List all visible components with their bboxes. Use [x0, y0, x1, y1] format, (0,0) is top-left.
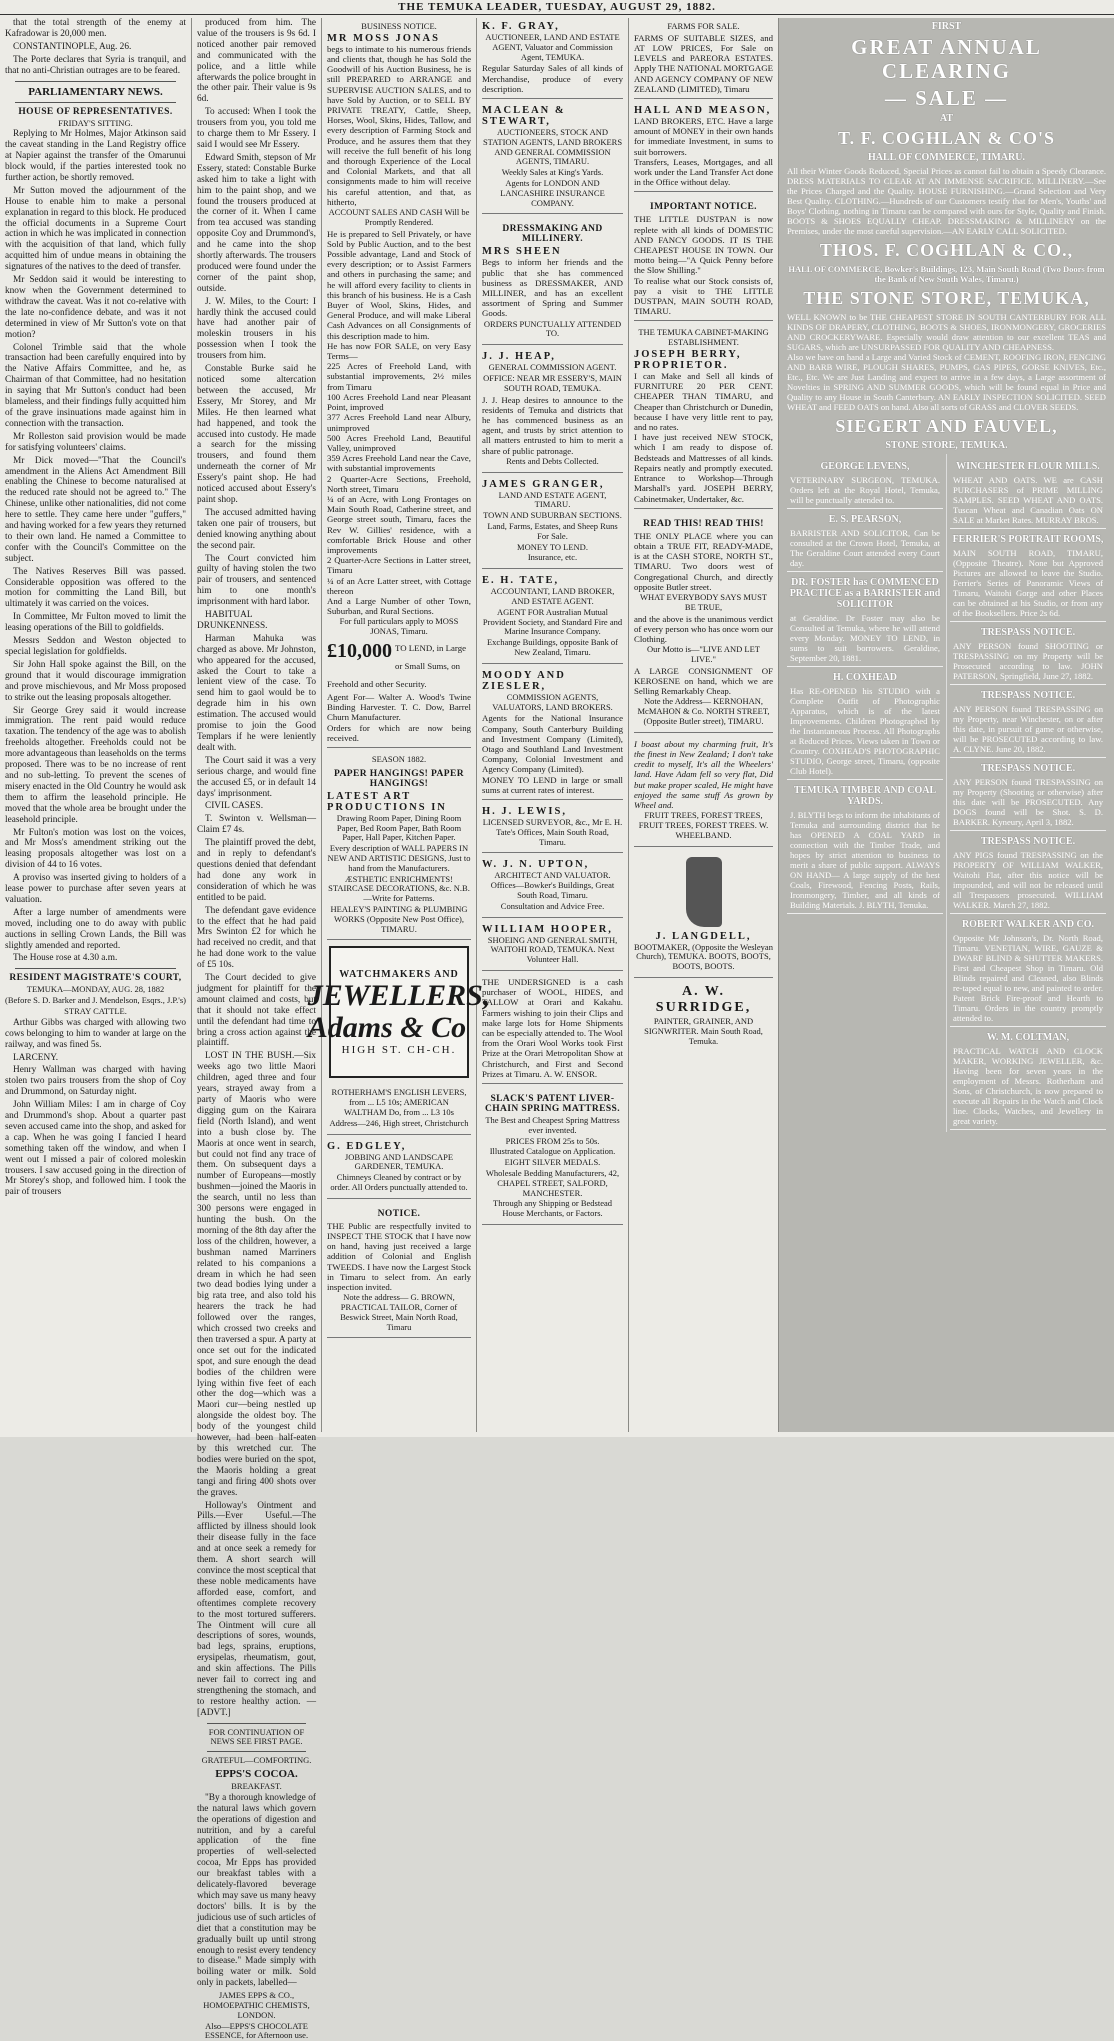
- divider: [15, 102, 176, 103]
- small-ad: [950, 529, 1106, 622]
- ad-ensor: [482, 974, 623, 1084]
- jonas-agent: Agent For— Walter A. Wood's Twine Binding Harvester. T. C. Dow, Barrel Churn Manufacturer.: [327, 691, 471, 723]
- tate-text: ACCOUNTANT, LAND BROKER, AND ESTATE AGENT.: [490, 586, 615, 606]
- small-ad-text: J. BLYTH begs to inform the inhabitants of Temuka and surrounding district that he has OPENED A COAL YARD in connection with the Timber Trade, and hopes by strict attention to business to merit a share of public support. ALWAYS ON HAND— A large supply of the best Coals, Firewood, Fencing Posts, Rails, Ironmongery, Timber, and all kinds of Building Materials. J. BLYTH, Temuka.: [790, 810, 940, 910]
- jonas-orders: Orders for which are now being received.: [327, 722, 471, 743]
- small-ad-title: TRESPASS NOTICE.: [980, 690, 1076, 701]
- news-paragraph: LOST IN THE BUSH.—Six weeks ago two little Maori children, aged three and four years, strayed away from a party of Maoris who were digging gum on the Kairara field (North Island), and went into a bush close by. The Maoris at once went in search, but could not find any trace of them. On subsequent days a number of Europeans—mostly bushmen—joined the Maoris in the search, until no less than 300 persons were engaged in hunting the bush. On the morning of the 8th day after the loss of the children, however, a bushman named Marriners related to his companions a dream in which he had seen two dead bodies lying under a big rata tree, and also told his hearers the track he had followed over the ranges, which crossed two creeks and then traversed a spur. A party at once set out for the indicated spot, and sure enough the dead bodies of the children were lying within five feet of each other the dog—which was a Maori cur—being nestled up alongside the oldest boy. The body of the youngest child however, had been half-eaten by this wretched cur. The bodies were buried on the spot, the Maoris holding a great tangi and firing 400 shots over the graves.: [197, 1051, 316, 1498]
- edgley-name: G. EDGLEY,: [327, 1140, 407, 1152]
- column-news-2: [192, 18, 322, 2041]
- sheen-text: Begs to inform her friends and the public that she has commenced business as DRESSMAKER, AND MILLINER, and has an excellent assortment of Spring and Summer Goods.: [482, 257, 623, 319]
- news-paragraph: Colonel Trimble said that the whole transaction had been carefully enquired into by the Native Affairs Committee, and he, as Chairman of that Committee, had no hesitation in saying that Mr Sutton's conduct had been blameless, and their findings fully acquitted him of the grave insinuations made against him in connection with the transaction.: [5, 342, 186, 429]
- heading-sitting: FRIDAY'S SITTING.: [58, 117, 133, 128]
- paper-every: Every description of WALL PAPERS IN NEW AND ARTISTIC DESIGNS, Just to hand from the Manufacturers.: [327, 843, 471, 873]
- continuation-note: FOR CONTINUATION OF NEWS SEE FIRST PAGE.: [208, 1726, 305, 1747]
- maclean-name: MACLEAN & STEWART,: [482, 105, 566, 127]
- news-paragraph: After a large number of amendments were moved, including one to do away with public auctions in selling Crown Lands, the Bill was slightly amended and reported.: [5, 907, 186, 951]
- news-paragraph: Mr Fulton's motion was lost on the voices, and Mr Moss's amendment striking out the leasing proposals altogether was lost on a division of 44 to 16 votes.: [5, 827, 186, 871]
- hooper-name: WILLIAM HOOPER,: [482, 923, 613, 935]
- small-ad: [950, 622, 1106, 685]
- gray-sales: Regular Saturday Sales of all kinds of Merchandise, produce of every description.: [482, 63, 623, 94]
- logo-address: HIGH ST. CH-CH.: [341, 1043, 457, 1056]
- stone-text: WELL KNOWN to be THE CHEAPEST STORE IN SOUTH CANTERBURY FOR ALL KINDS OF DRAPERY, CLOTHING, BOOTS & SHOES, IRONMONGERY, GROCERIES AND CROCKERYWARE. Especially would draw attention to our excellent TEAS and SUGARS, which are UNSURPASSED FOR QUALITY AND CHEAPNESS.: [787, 312, 1106, 352]
- masthead: THE TEMUKA LEADER, TUESDAY, AUGUST 29, 1882.: [0, 0, 1114, 15]
- small-ad-text: Opposite Mr Johnson's, Dr. North Road, Timaru. VENETIAN, WIRE, GAUZE & DWARF BLIND & SHUTTER MAKERS. First and Cheapest Shop in Timaru. Old Blinds repaired and Cleaned, also Blinds re-taped equal to new, and painted to order. Patent Brick Fire-proof and Hearth to Timaru. Orders in the country promptly attended to.: [953, 933, 1103, 1023]
- read-head: READ THIS! READ THIS!: [643, 518, 764, 529]
- ad-berry: [634, 324, 773, 508]
- small-ad-text: PRACTICAL WATCH AND CLOCK MAKER, WORKING JEWELLER, &c. Having been for seven years in the employment of Messrs. Rotherham and Sons, of Christchurch, is now prepared to execute all Repairs in the Watch and Clock line. Clocks, Watches, and Jewellery in great variety.: [953, 1046, 1103, 1126]
- langdell-trade: BOOTMAKER, (Opposite the Wesleyan Church), TEMUKA. BOOTS, BOOTS, BOOTS, BOOTS.: [634, 941, 773, 972]
- tate-name: E. H. TATE,: [482, 575, 560, 587]
- everybody-head: WHAT EVERYBODY SAYS MUST BE TRUE,: [640, 591, 767, 612]
- cabinet-head: THE TEMUKA CABINET-MAKING ESTABLISHMENT.: [638, 327, 769, 348]
- granger-text: LAND AND ESTATE AGENT, TIMARU.: [498, 489, 607, 510]
- logo-adams: JEWELLERS, Adams & Co: [307, 978, 491, 1044]
- business-notice-head: BUSINESS NOTICE.: [361, 21, 437, 31]
- land-lot: 225 Acres of Freehold Land, with substantial improvements, 2½ miles from Timaru: [327, 361, 471, 392]
- granger-insurance: Insurance, etc.: [527, 552, 578, 563]
- sale-text: All their Winter Goods Reduced, Special Prices as cannot fail to obtain a Speedy Clearance. DRESS MATERIALS TO CLEAR AT AN IMMENSE SACRIFICE. MILLINERY.—See the Prices Charged and the Quality. HOUSE FURNISHING.—Grand Selection and Very Best Quality. CLOTHING.—Hundreds of our Customers testify that for Men's, Youths' and Boys' Clothing, nothing in Timaru can be compared with ours for Style, Quality and Finish. BOOTS & SHOES EQUALLY CHEAP. DRESSMAKING & MILLINERY on the Premises, under the most careful supervision.—AN EARLY CALL SOLICITED.: [787, 166, 1106, 236]
- hall-text: LAND BROKERS, ETC. Have a large amount of MONEY in their own hands for immediate Investment, in sums to suit borrowers.: [634, 116, 773, 157]
- jonas-text-2: He is prepared to Sell Privately, or have Sold by Public Auction, and to the best Possible advantage, Land and Stock of every description; or to Assist Farmers and others in purchasing the same; and he will afford every facility to clients in this branch of his business. He is a Cash Buyer of Wool, Skins, Hides, and General Produce, and will make Liberal Cash Advances on all Consignments of this description made to him.: [327, 228, 471, 341]
- slack-price: PRICES FROM 25s to 50s.: [505, 1135, 600, 1146]
- paper-hangings-head: PAPER HANGINGS! PAPER HANGINGS!: [334, 768, 464, 789]
- ad-maclean: [482, 102, 623, 214]
- news-paragraph: that the total strength of the enemy at Kafradowar is 20,000 men.: [5, 18, 186, 39]
- ad-sheen: [482, 217, 623, 345]
- only-place: THE ONLY PLACE where you can obtain a TRUE FIT, READY-MADE, is at the CASH STORE, NORTH ST., TIMARU. Two doors west of Congregational Church, and directly opposite Butler street.: [634, 530, 773, 592]
- small-ad-text: ANY PERSON found TRESPASSING on my Property, near Winchester, on or after this date, in pursuit of game or otherwise, will be PROSECUTED according to law. A. CLYNE. June 20, 1882.: [953, 704, 1103, 754]
- ad-hooper: [482, 921, 623, 971]
- heading-house: HOUSE OF REPRESENTATIVES.: [18, 106, 173, 117]
- ad-cash-store: [634, 512, 773, 733]
- latest-art: LATEST ART PRODUCTIONS IN: [327, 790, 447, 813]
- news-paragraph: The Natives Reserves Bill was passed. Considerable opposition was offered to the motion for committing the Land Bill, but ultimately it was carried on the voices.: [5, 566, 186, 610]
- motto: Our Motto is—"LIVE AND LET LIVE.": [646, 644, 760, 664]
- epps-text: "By a thorough knowledge of the natural laws which govern the operations of digestion and nutrition, and by a careful application of the fine properties of well-selected cocoa, Mr Epps has provided our breakfast tables with a delicately-flavored beverage which may save us many heavy doctors' bills. It is by the judicious use of such articles of diet that a constitution may be gradually built up until strong enough to resist every tendency to disease." Made simply with boiling water or milk. Sold only in packets, labelled—: [197, 1792, 316, 1989]
- small-ad-text: BARRISTER AND SOLICITOR, Can be consulted at the Crown Hotel, Temuka, at The Geraldine Court attended every Court day.: [790, 528, 940, 568]
- land-lot: ¼ of an Acre Latter street, with Cottage thereon: [327, 575, 471, 596]
- court-continued-paragraphs: [197, 18, 316, 1719]
- maclean-text: AUCTIONEERS, STOCK AND STATION AGENTS, LAND BROKERS AND GENERAL COMMISSION AGENTS, TIMARU.: [482, 127, 623, 167]
- jonas-account-sales: ACCOUNT SALES AND CASH Will be Promptly Rendered.: [328, 207, 470, 227]
- ad-upton: [482, 856, 623, 917]
- jonas-lots: [327, 361, 471, 616]
- slack-address: Wholesale Bedding Manufacturers, 42, CHAPEL STREET, SALFORD, MANCHESTER.: [485, 1167, 620, 1198]
- first-label: FIRST: [931, 21, 962, 32]
- upton-name: W. J. N. UPTON,: [482, 859, 590, 871]
- hooper-text: SHOEING AND GENERAL SMITH, WAITOHI ROAD, TEMUKA. Next Volunteer Hall.: [487, 934, 618, 965]
- news-paragraph: The accused admitted having taken one pair of trousers, but denied knowing anything about the second pair.: [197, 507, 316, 551]
- land-lot: ¼ of an Acre, with Long Frontages on Main South Road, Catherine street, and George street south, Timaru, faces the Rev W. Gillies' residence, with a comfortable Brick House and other improvements: [327, 493, 471, 555]
- notice-head: NOTICE.: [377, 1208, 421, 1219]
- wheelband-poem: I boast about my charming fruit, It's the finest in New Zealand; I don't take credit to myself, It's all the Wheelers' land. Have Adam fell so very flat, Did but make proper scaled, He might have enjoyed the same stuff As grown by Wheel and.: [634, 738, 773, 810]
- parliament-paragraphs: [5, 129, 186, 964]
- news-paragraph: Replying to Mr Holmes, Major Atkinson said the caveat standing in the Land Registry office at Napier against the transfer of the Omarunui block would, if the parties interested took no further action, be shortly removed.: [5, 129, 186, 183]
- land-lot: 100 Acres Freehold Land near Pleasant Point, improved: [327, 391, 471, 413]
- news-paragraph: Constable Burke said he noticed some altercation between the accused, Mr Essery, Mr Storey, and Mr Miles. He then learned what had happened, and took the accused into custody. He made a search for the missing trousers, and found them underneath the corner of Mr Essery's paint shop. He had noticed accused about Essery's paint shop.: [197, 364, 316, 505]
- column-ads-3: [307, 18, 491, 1432]
- aesthetic: ÆSTHETIC ENRICHMENTS! STAIRCASE DECORATIONS, &c. N.B.—Write for Patterns.: [328, 873, 470, 904]
- small-ad-text: ANY PIGS found TRESPASSING on the PROPERTY OF WILLIAM WALKER, Waitohi Flat, after this notice will be impounded, and will not be released until all Trespassers prosecuted. WILLIAM WALKER. March 27, 1882.: [953, 850, 1103, 910]
- coghlan-address: HALL OF COMMERCE, Bowker's Buildings, 123, Main South Road (Two Doors from the Bank of New South Wales, Timaru.): [788, 264, 1105, 284]
- granger-money: MONEY TO LEND.: [517, 541, 588, 552]
- rotherham: ROTHERHAM'S ENGLISH LEVERS, from ... L5 10s; AMERICAN WALTHAM Do, from ... L3 10s: [331, 1087, 467, 1117]
- small-ad: [950, 914, 1106, 1027]
- small-ads-left: [784, 454, 947, 1132]
- small-ad-title: GEORGE LEVENS,: [820, 461, 910, 472]
- news-paragraph: CIVIL CASES.: [205, 801, 264, 812]
- wheelband-trees: FRUIT TREES, FOREST TREES, FRUIT TREES, FOREST TREES. W. WHEELBAND.: [638, 810, 769, 840]
- small-ads-right: [947, 454, 1109, 1132]
- court-paragraphs: [5, 1018, 186, 1199]
- farms-text: FARMS OF SUITABLE SIZES, and AT LOW PRICES, For Sale on LEVELS and PAREORA ESTATES. Apply THE NATIONAL MORTGAGE AND AGENCY COMPANY OF NEW ZEALAND (LIMITED), Timaru: [634, 32, 773, 94]
- news-paragraph: Mr Sutton moved the adjournment of the House to enable him to make a personal explanation in regard to this block. He produced the official documents in a Supreme Court action in which he was implicated in connection with the acquisition of that land, which fully acquitted him of undue means in obtaining the signatures of the natives to the deed of transfer.: [5, 185, 186, 273]
- news-paragraph: The Court convicted him guilty of having stolen the two pair of trousers, and sentenced him to one month's imprisonment with hard labor.: [197, 553, 316, 608]
- jonas-apply: For full particulars apply to MOSS JONAS, Timaru.: [339, 616, 459, 637]
- rotherham-address: Address—246, High street, Christchurch: [329, 1117, 469, 1128]
- heap-text: J. J. Heap desires to announce to the residents of Temuka and districts that he has commenced business as an agent, and trusts by strict attention to all matters entrusted to him to merit a share of public patronage.: [482, 394, 623, 456]
- logo-watchmakers: WATCHMAKERS AND: [339, 968, 459, 980]
- land-lot: 359 Acres Freehold Land near the Cave, with substantial improvements: [327, 453, 471, 474]
- ad-moss-jonas: [327, 18, 471, 748]
- granger-sub: TOWN AND SUBURBAN SECTIONS.: [483, 510, 622, 521]
- small-ad-title: WINCHESTER FLOUR MILLS.: [956, 461, 1100, 472]
- column-ads-4: [477, 18, 629, 1432]
- divider: [15, 81, 176, 82]
- ad-granger: [482, 476, 623, 570]
- maclean-sales: Weekly Sales at King's Yards.: [501, 167, 604, 178]
- epps-title: EPPS'S COCOA.: [215, 1768, 298, 1781]
- small-ad-text: VETERINARY SURGEON, TEMUKA. Orders left at the Royal Hotel, Temuka, will be punctually attended to.: [790, 475, 940, 505]
- granger-name: JAMES GRANGER,: [482, 478, 605, 490]
- siegert-address: STONE STORE, TEMUKA.: [885, 440, 1008, 451]
- lewis-text: LICENSED SURVEYOR, &c., Mr E. H. Tate's Offices, Main South Road, Timaru.: [482, 816, 623, 847]
- news-paragraph: Holloway's Ointment and Pills.—Ever Useful.—The afflicted by illness should look their disease fully in the face and at once seek a remedy for them. A short search will convince the most sceptical that these noble medicaments have afforded ease, comfort, and oftentimes complete recovery to the most tortured sufferers. The Ointment will cure all descriptions of sores, wounds, bad legs, sprains, eruptions, erysipelas, rheumatism, gout, and skin affections. The Pills never fail to correct ing and strengthening the stomach, and to restore healthy action. —[ADVT.]: [197, 1500, 316, 1718]
- slack-medals: EIGHT SILVER MEDALS.: [504, 1157, 601, 1168]
- epps-tagline: GRATEFUL—COMFORTING.: [201, 1755, 312, 1766]
- news-paragraph: J. W. Miles, to the Court: I hardly think the accused could have had another pair of moleskin trousers in his possession when I took the trousers from him.: [197, 296, 316, 362]
- berry-name: JOSEPH BERRY, PROPRIETOR.: [634, 349, 742, 372]
- berry-text-2: I have just received NEW STOCK, which I am ready to dispose of. Bedsteads and Mattresses of all kinds. Repairs neatly and promptly executed. Entrance to Workshop—Through Marshall's yard. JOSEPH BERRY, Cabinetmaker, Undertaker, &c.: [634, 432, 773, 504]
- small-ad: [950, 685, 1106, 758]
- jonas-text: begs to intimate to his numerous friends and clients that, though he has Sold the Goodwill of his Auction Business, he is still PREPARED to ARRANGE and SUPERVISE AUCTION SALES, and to have Sold by Auction, or to SELL BY PRIVATE TREATY, Cattle, Sheep, Horses, Wool, Skins, Hides, Tallow, and every description of Farming Stock and Produce, and he assures them that they will receive the full benefit of his long and thorough Experience of the Local and Colonial Markets, and that all consignments made to him will receive his careful attention, and that, as hitherto,: [327, 43, 471, 207]
- heap-office: OFFICE: NEAR MR ESSERY'S, MAIN SOUTH ROAD, TEMUKA.: [483, 372, 622, 393]
- news-paragraph: produced from him. The value of the trousers is 9s 6d. I noticed another pair removed and communicated with the police, and a little while afterwards the police brought in the other pair. Their value is 9s 6d.: [197, 18, 316, 105]
- heap-rents: Rents and Debts Collected.: [506, 455, 599, 466]
- small-ad-title: TRESPASS NOTICE.: [980, 763, 1076, 774]
- news-paragraph: Arthur Gibbs was charged with allowing two cows belonging to him to wander at large on the railway, and was fined 5s.: [5, 1017, 186, 1050]
- news-paragraph: Sir George Grey said it would increase immigration. The rent paid would reduce taxation. The tendency of the age was to abolish freeholds altogether. Freeholds could not be more advantageous than leaseholds on the terms proposed. There was to be no increase of rent and no sub-letting. To prevent the scenes of misery enacted in the Old Country he would ask them to affirm the leasehold principle. He moved that the whole area be brought under the leasehold principle.: [5, 705, 186, 825]
- dustpan-text-2: To realise what our Stock consists of, pay a visit to THE LITTLE DUSTPAN, MAIN SOUTH ROAD, TIMARU.: [634, 275, 773, 317]
- hall-of-commerce: HALL OF COMMERCE, TIMARU.: [868, 152, 1025, 163]
- news-paragraph: The Court decided to give judgment for plaintiff for the amount claimed and costs, but that it should not take effect until the defendant had time to bring a cross action against the plaintiff.: [197, 973, 316, 1049]
- tate-address: Exchange Buildings, opposite Bank of New Zealand, Timaru.: [486, 637, 619, 657]
- ad-surridge: [634, 981, 773, 1051]
- heap-trade: GENERAL COMMISSION AGENT.: [488, 362, 617, 373]
- small-ad-text: at Geraldine. Dr Foster may also be Consulted at Temuka, where he will attend every Monday. MONEY TO LEND, in sums to suit borrowers. Geraldine, September 20, 1881.: [790, 613, 940, 663]
- hall-transfers: Transfers, Leases, Mortgages, and all work under the Land Transfer Act done in the Office without delay.: [634, 156, 773, 188]
- ensor-text: THE UNDERSIGNED is a cash purchaser of WOOL, HIDES, and TALLOW at Orari and Kakahu. Farmers wishing to join their Clips and make large lots for Home Shipments can be especially attended to. The Wool from the Orari Wool Works took First Prize at the Orari Metropolitan Show at Christchurch, and First and Second Prizes at Timaru. A. W. ENSOR.: [482, 976, 623, 1079]
- ad-healey-paper: [327, 751, 471, 940]
- divider: [15, 968, 176, 969]
- season-head: SEASON 1882.: [371, 753, 427, 764]
- moody-text: COMMISSION AGENTS, VALUATORS, LAND BROKERS.: [492, 691, 613, 712]
- gray-name: K. F. GRAY,: [482, 21, 560, 32]
- lend-text: TO LEND, in Large or Small Sums, on Freehold and other Security.: [327, 642, 467, 689]
- land-lot: 377 Acres Freehold Land near Albury, unimproved: [327, 412, 471, 433]
- small-ads-grid: [784, 454, 1109, 1132]
- news-paragraph: LARCENY.: [13, 1052, 59, 1063]
- adams-logo: [307, 946, 491, 1078]
- news-paragraph: A proviso was inserted giving to holders of a lease power to purchase after seven years at valuation.: [5, 873, 186, 905]
- important-head: IMPORTANT NOTICE.: [650, 202, 757, 213]
- ad-rotherham: [327, 1084, 471, 1134]
- news-paragraph: HABITUAL DRUNKENNESS.: [197, 610, 268, 631]
- column-news-1: [0, 18, 192, 1432]
- news-paragraph: Mr Dick moved—"That the Council's amendment in the Aliens Act Amendment Bill enabling the Chinese to become naturalised at the reduced rate should not be agreed to." The Chinese, unlike other nationalities, did not come here to settle. They came here under "guffers," and having worked for a few years they returned to their own land. He named a Committee to confer with the Council's Committee on the subject.: [5, 455, 186, 564]
- dress-head: DRESSMAKING AND MILLINERY.: [502, 224, 603, 245]
- ad-edgley: [327, 1138, 471, 1199]
- small-ad-title: TRESPASS NOTICE.: [980, 836, 1076, 847]
- epps-also: Also—EPPS'S CHOCOLATE ESSENCE, for Afternoon use.: [204, 2020, 309, 2041]
- surridge-name: A. W. SURRIDGE,: [655, 983, 752, 1015]
- small-ad: [950, 1027, 1106, 1130]
- sheen-name: MRS SHEEN: [482, 246, 562, 258]
- small-ad-text: WHEAT AND OATS. WE are CASH PURCHASERS of PRIME MILLING SAMPLES. SEED WHEAT AND OATS. Tuscan Wheat and Canadian Oats ON SALE at Market Rates. MURRAY BROS.: [953, 475, 1103, 525]
- berry-text: I can Make and Sell all kinds of FURNITURE 20 PER CENT. CHEAPER THAN TIMARU, and Cheaper than Christchurch or Dunedin, because I have very little rent to pay, and no rates.: [634, 371, 773, 433]
- news-paragraph: Henry Wallman was charged with having stolen two pairs trousers from the shop of Coy and Drummond, on Saturday night.: [5, 1065, 186, 1098]
- news-paragraph: Mr Rolleston said provision would be made for satisfying volunteers' claims.: [5, 431, 186, 453]
- ad-hall-meason: [634, 102, 773, 192]
- tate-agent: AGENT FOR Australian Mutual Provident Society, and Standard Fire and Marine Insurance Company.: [482, 606, 623, 637]
- column-large-ads: [779, 18, 1114, 1432]
- heap-name: J. J. HEAP,: [482, 351, 556, 363]
- epps-breakfast: BREAKFAST.: [231, 1781, 282, 1792]
- small-ad-title: TRESPASS NOTICE.: [980, 627, 1076, 638]
- divider: [207, 1723, 306, 1724]
- granger-farms: Land, Farms, Estates, and Sheep Runs For Sale.: [487, 520, 618, 541]
- land-lot: 2 Quarter-Acre Sections in Latter street, Timaru: [327, 555, 471, 576]
- news-paragraph: Sir John Hall spoke against the Bill, on the ground that it would discourage immigration and prove mischievous, and Mr Moss proposed to strike out the leasing proposals altogether.: [5, 659, 186, 703]
- small-ad-title: E. S. PEARSON,: [828, 514, 902, 525]
- langdell-name: J. LANGDELL,: [655, 930, 752, 942]
- small-ad: [950, 758, 1106, 831]
- ad-slack: [482, 1087, 623, 1225]
- kerosene: A LARGE CONSIGNMENT OF KEROSENE on hand, which we are Selling Remarkably Cheap.: [634, 665, 773, 697]
- heading-parliamentary-news: PARLIAMENTARY NEWS.: [28, 85, 163, 98]
- small-ad: [787, 667, 943, 780]
- upton-text: ARCHITECT AND VALUATOR. Offices—Bowker's Buildings, Great South Road, Timaru.: [490, 870, 615, 900]
- small-ad-text: ANY PERSON found SHOOTING or TRESPASSING on my Property will be Prosecuted according to law. JOHN PATERSON, Springfield, June 27, 1882.: [953, 641, 1103, 681]
- moody-name: MOODY AND ZIESLER,: [482, 669, 566, 692]
- paper-rooms: Drawing Room Paper, Dining Room Paper, Bed Room Paper, Bath Room Paper, Hall Paper, Kitchen Paper.: [336, 812, 462, 843]
- news-paragraph: The Porte declares that Syria is tranquil, and that no anti-Christian outrages are to be feared.: [5, 54, 186, 76]
- news-paragraph: Edward Smith, stepson of Mr Essery, stated: Constable Burke asked him to take a light with him to the paint shop, and we found the trousers produced at the corner of it. When I came from tea accused was standing opposite Coy and Drummond's, and he came into the shop shortly afterwards. The trousers produced were found under the corner of the paint shop, outside.: [197, 152, 316, 294]
- ad-wheelband: [634, 736, 773, 847]
- news-paragraph: John William Miles: I am in charge of Coy and Drummond's shop. About a quarter past seven accused came into the shop, and asked for a cap. When he was going I fancied I heard something taken off the window, and when I went out I missed a pair of colored moleskin trousers. I saw accused going in the direction of Mr Storey's shop, and followed him. I took the pair of trousers: [5, 1100, 186, 1198]
- news-paragraph: T. Swinton v. Wellsman—Claim £7 4s.: [197, 814, 316, 836]
- everybody-text: and the above is the unanimous verdict of every person who has once worn our Clothing.: [634, 613, 773, 644]
- slack-catalogue: Illustrated Catalogue on Application.: [489, 1146, 616, 1157]
- small-ad-title: ROBERT WALKER AND CO.: [961, 919, 1095, 930]
- sale-label: — SALE —: [884, 86, 1009, 110]
- small-ad-text: ANY PERSON found TRESPASSING on my Property (Shooting or otherwise) after this date will be PROSECUTED. Any DOGS found will be Shot. S. D. BARKER. Kyneury, April 3, 1882.: [953, 777, 1103, 827]
- edgley-trade: JOBBING AND LANDSCAPE GARDENER, TEMUKA.: [344, 1151, 454, 1172]
- stone-text-2: Also we have on hand a Large and Varied Stock of CEMENT, ROOFING IRON, FENCING AND BARB WIRE, PLOUGH SHARES, PUMPS, GAS PIPES, GORSE KNIVES, Etc., Etc., Etc. We are Just Landing and expect to arrive in a few days, a Large assortment of Novelties in SPRING AND SUMMER GOODS, which will be found equal in Price and Quality to any House in South Canterbury. AN EARLY INSPECTION SOLICITED. SEED WHEAT and FEED OATS on hand. Also all sorts of GRASS and CLOVER SEEDS.: [787, 352, 1106, 412]
- court-date: TEMUKA—MONDAY, AUG. 28, 1882: [26, 984, 165, 995]
- small-ad-title: W. M. COLTMAN,: [986, 1032, 1070, 1043]
- slack-text: The Best and Cheapest Spring Mattress ever invented.: [485, 1114, 620, 1135]
- coghlan-company: THOS. F. COGHLAN & CO.,: [819, 240, 1074, 260]
- small-ad-title: H. COXHEAD: [833, 672, 897, 683]
- moody-agents: Agents for the National Insurance Company, South Canterbury Building and Investment Company (Limited), Otago and Southland Land Investment Company, Colonial Investment and Agency Company (Limited).: [482, 713, 623, 775]
- land-lot: 500 Acres Freehold Land, Beautiful Valley, unimproved: [327, 432, 471, 453]
- ad-brown-notice: [327, 1202, 471, 1339]
- ad-lewis: [482, 803, 623, 853]
- small-ad: [787, 456, 943, 509]
- intro-block: [5, 18, 186, 77]
- news-paragraph: Messrs Seddon and Weston objected to special legislation for goldfields.: [5, 636, 186, 658]
- ad-farms: [634, 18, 773, 99]
- column-ads-5: [629, 18, 779, 1432]
- subheading-stray-cattle: STRAY CATTLE.: [64, 1005, 127, 1016]
- upton-fee: Consultation and Advice Free.: [500, 900, 605, 911]
- divider: [207, 1751, 306, 1752]
- healey: HEALEY'S PAINTING & PLUMBING WORKS (Opposite New Post Office), TIMARU.: [330, 903, 468, 934]
- news-paragraph: CONSTANTINOPLE, Aug. 26.: [13, 41, 132, 52]
- jonas-name: MR MOSS JONAS: [327, 32, 440, 44]
- lewis-name: H. J. LEWIS,: [482, 805, 567, 817]
- small-ad-title: DR. FOSTER has COMMENCED PRACTICE as a BARRISTER and SOLICITOR: [789, 577, 941, 610]
- moody-money: MONEY TO LEND in large or small sums at current rates of interest.: [482, 774, 623, 795]
- at-label: AT: [939, 113, 954, 124]
- heading-magistrate-court: RESIDENT MAGISTRATE'S COURT,: [9, 973, 182, 984]
- surridge-text: PAINTER, GRAINER, AND SIGNWRITER. Main South Road, Temuka.: [644, 1015, 763, 1046]
- small-ad-text: MAIN SOUTH ROAD, TIMARU, (Opposite Theatre). None but Approved Pictures are allowed to leave the Studio. Ferrier's Series of Panoramic Views of Timaru, Waitohi Gorge and other Places can be obtained at his Studio, or from any of the Booksellers. Price 2s 6d.: [953, 548, 1103, 618]
- small-ad: [950, 831, 1106, 914]
- ad-dustpan: [634, 195, 773, 321]
- court-bench: (Before S. D. Barker and J. Mendelson, Esqrs., J.P.'s): [5, 995, 186, 1006]
- ad-moody: [482, 667, 623, 800]
- news-paragraph: The House rose at 4.30 a.m.: [13, 953, 118, 964]
- news-paragraph: Harman Mahuka was charged as above. Mr Johnston, who appeared for the accused, asked the Court to take a lenient view of the case. To send him to gaol would be to degrade him in his own estimation. The accused would promise to join the Good Templars if he were leniently dealt with.: [197, 633, 316, 753]
- stone-store-title: THE STONE STORE, TEMUKA,: [803, 288, 1090, 308]
- ad-gray: [482, 18, 623, 99]
- sheen-orders: ORDERS PUNCTUALLY ATTENDED TO.: [483, 318, 622, 339]
- edgley-text: Chimneys Cleaned by contract or by order. All Orders punctually attended to.: [330, 1172, 468, 1192]
- siegert-title: SIEGERT AND FAUVEL,: [835, 416, 1058, 436]
- jonas-for-sale: He has now FOR SALE, on very Easy Terms—: [327, 340, 471, 362]
- land-lot: 2 Quarter-Acre Sections, Freehold, North street, Timaru: [327, 473, 471, 494]
- farms-head: FARMS FOR SALE.: [667, 21, 740, 31]
- boot-icon: [686, 857, 722, 927]
- small-ad: [787, 572, 943, 667]
- small-ad: [787, 509, 943, 572]
- slack-through: Through any Shipping or Bedstead House Merchants, or Factors.: [493, 1198, 612, 1219]
- news-paragraph: The Court said it was a very serious charge, and would fine the accused £5, or in default 14 days' imprisonment.: [197, 755, 316, 799]
- notice-text: THE Public are respectfully invited to INSPECT THE STOCK that I have now on hand, having just received a large addition of Colonial and English TWEEDS. I have now the Largest Stock in Timaru to select from. An early inspection invited.: [327, 1220, 471, 1292]
- ad-heap: [482, 348, 623, 472]
- slack-head: SLACK'S PATENT LIVER-CHAIN SPRING MATTRESS.: [484, 1093, 621, 1114]
- news-paragraph: To accused: When I took the trousers from you, you told me to charge them to Mr Essery. I said I would see Mr Essery.: [197, 107, 316, 150]
- land-lot: And a Large Number of other Town, Suburban, and Rural Sections.: [327, 595, 471, 617]
- small-ad-title: FERRIER'S PORTRAIT ROOMS,: [952, 534, 1104, 545]
- coghlan-title: T. F. COGHLAN & CO'S: [837, 128, 1056, 148]
- maclean-agents: Agents for LONDON AND LANCASHIRE INSURANCE COMPANY.: [500, 177, 605, 208]
- gray-text: AUCTIONEER, LAND AND ESTATE AGENT, Valuator and Commission Agent, TEMUKA.: [485, 32, 620, 62]
- news-paragraph: In Committee, Mr Fulton moved to limit the leasing operations of the Bill to goldfields.: [5, 612, 186, 634]
- ad-tate: [482, 572, 623, 664]
- lend-amount: £10,000: [327, 639, 392, 662]
- small-ad-title: TEMUKA TIMBER AND COAL YARDS.: [793, 785, 937, 807]
- news-paragraph: The defendant gave evidence to the effect that he had paid Mrs Swinton £2 for which he had received no credit, and that he had done work to the value of £5 10s.: [197, 905, 316, 971]
- brown-address: Note the address— G. BROWN, PRACTICAL TAILOR, Corner of Beswick Street, Main North Road, Timaru: [340, 1292, 458, 1332]
- small-ad: [950, 456, 1106, 529]
- kernohan: Note the Address— KERNOHAN, McMAHON & Co. NORTH STREET, (Opposite Butler street), TIMARU.: [637, 696, 770, 726]
- news-paragraph: The plaintiff proved the debt, and in reply to defendant's questions denied that defendant had done any work in consideration of which he was entitled to be paid.: [197, 838, 316, 903]
- hall-name: HALL AND MEASON,: [634, 105, 772, 117]
- small-ad: [787, 780, 943, 914]
- ad-langdell: [634, 850, 773, 978]
- epps-signature: JAMES EPPS & CO., HOMOEPATHIC CHEMISTS, LONDON.: [203, 1990, 310, 2020]
- great-clearing: GREAT ANNUAL CLEARING: [851, 35, 1042, 83]
- dustpan-text: THE LITTLE DUSTPAN is now replete with all kinds of DOMESTIC AND FANCY GOODS. IT IS THE CHEAPEST HOUSE IN TOWN. Our motto being—"A Quick Penny before the Slow Shilling.": [634, 214, 773, 276]
- small-ad-text: Has RE-OPENED his STUDIO with a Complete Outfit of Photographic Apparatus, which is of the latest Improvements. Children Photographed by the Instantaneous Process. All Photographs at Reduced Prices. Views taken in Town or Country. COXHEAD'S PHOTOGRAPHIC STUDIO, George street, Timaru, (opposite Club Hotel).: [790, 686, 940, 776]
- news-paragraph: Mr Seddon said it would be interesting to know when the Government determined to withdraw the caveat. Was it not co-relative with the late no-confidence debate, and was it not determined in view of Mr Sutton's vote on that motion?: [5, 275, 186, 340]
